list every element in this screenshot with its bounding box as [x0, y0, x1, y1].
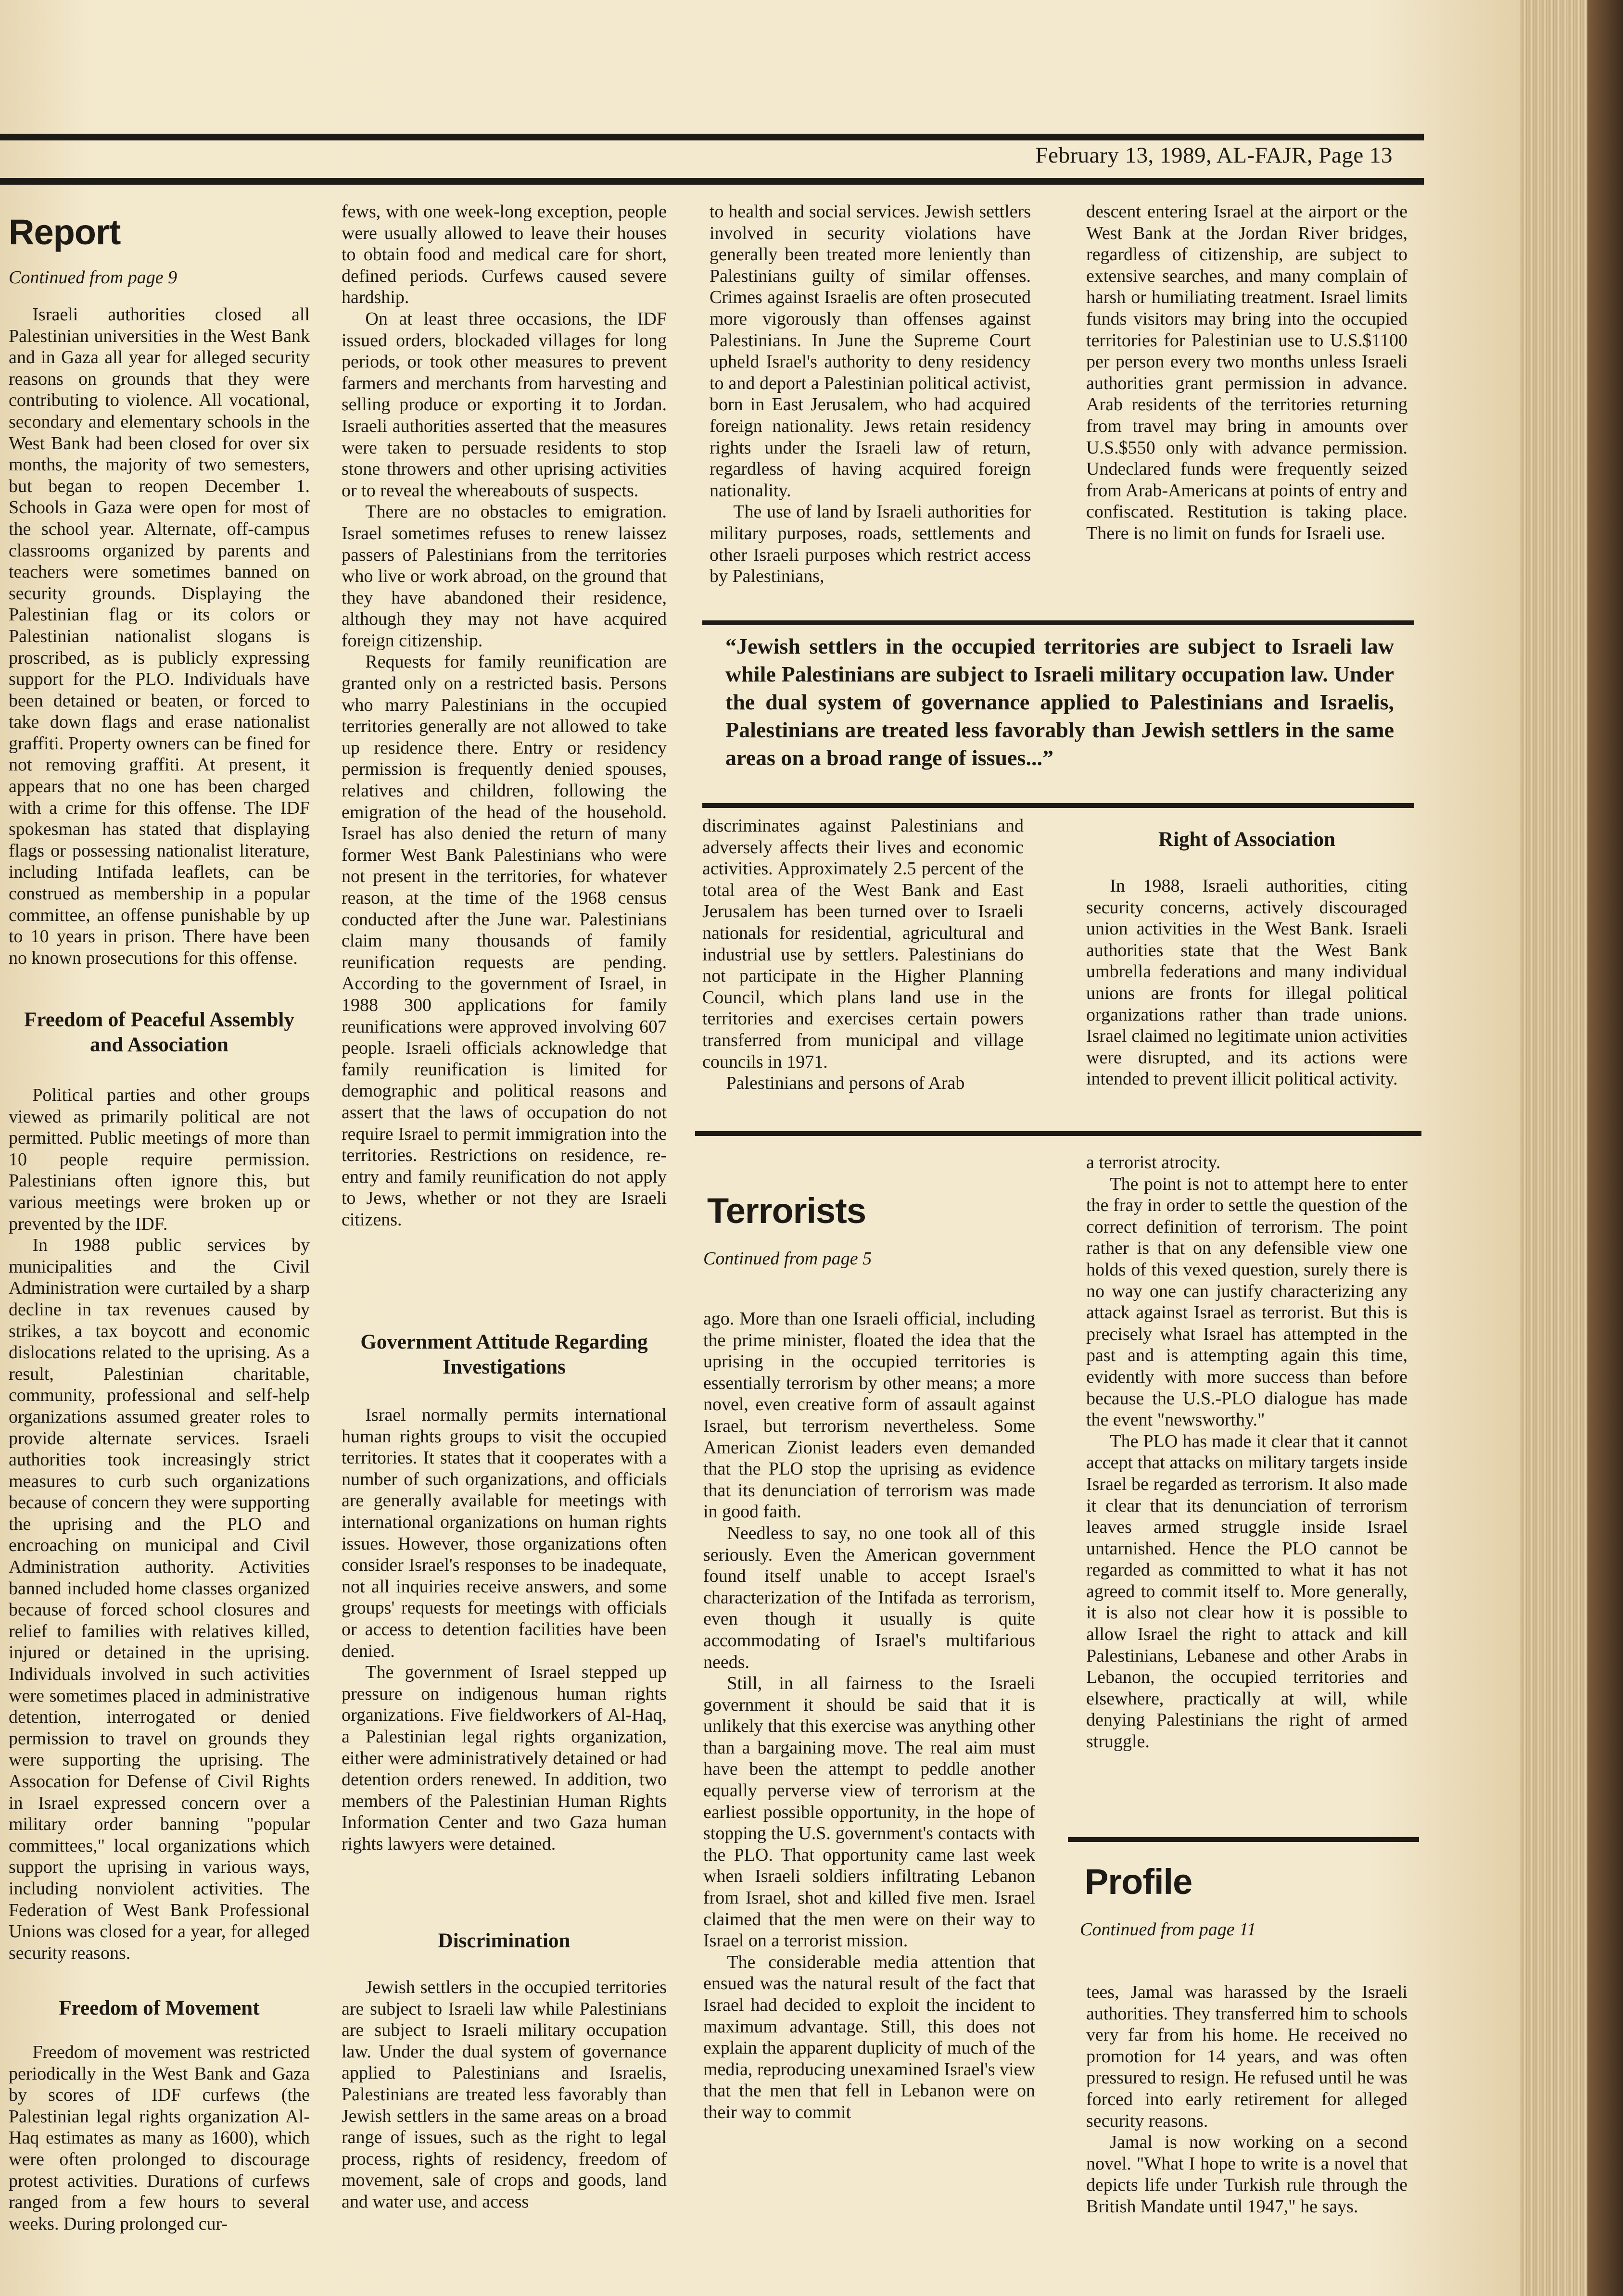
pull-quote-top-rule: [702, 620, 1414, 625]
section-rule: [695, 1131, 1421, 1136]
report-col1-assembly-text: [9, 1085, 310, 1965]
paragraph: In 1988, Israeli authorities, citing security concerns, actively discouraged union activities in the West Bank. Israeli authorities state that the West Bank umbrella federations and many individual unions are fronts for illegal political organizations rather than trade unions. Israel claimed no legitimate union activities were disrupted, and its actions were intended to prevent illicit political activity.: [1086, 876, 1407, 1089]
paragraph: There are no obstacles to emigration. Israel sometimes refuses to renew laissez passers of Palestinians from the territories who live or work abroad, on the ground that they have abandoned their residence, although they may not have acquired foreign citizenship.: [342, 502, 667, 651]
profile-col4-text: [1086, 1981, 1407, 2284]
terrorists-col4-text: [1086, 1152, 1407, 1813]
terrorists-continued: Continued from page 5: [703, 1249, 872, 1269]
report-col3-mid-text: [702, 815, 1024, 1121]
paragraph: Israeli authorities closed all Palestinian universities in the West Bank and in Gaza all year for alleged security reasons on grounds that they were contributing to violence. All vocational, secondary and elementary schools in the West Bank had been closed for over six months, the majority of two semesters, but began to reopen December 1. Schools in Gaza were open for most of the school year. Alternate, off-campus classrooms organized by parents and teachers were sometimes banned on security grounds. Displaying the Palestinian flag or its colors or Palestinian nationalist slogans is proscribed, as is publicly expressing support for the PLO. Individuals have been detained or beaten, or forced to take down flags and erase nationalist graffiti. Property owners can be fined for not removing graffiti. At present, it appears that no one has been charged with a crime for this offense. The IDF spokesman has stated that displaying flags or possessing nationalist literature, including Intifada leaflets, can be construed as membership in a popular committee, an offense punishable by up to 10 years in prison. There have been no known prosecutions for this offense.: [9, 304, 310, 968]
paragraph: The point is not to attempt here to enter the fray in order to settle the question of the correct definition of terrorism. The point rather is that on any defensible view one holds of this vexed question, surely there is no way one can justify characterizing any attack against Israel as terrorist. But this is precisely what Israel has attempted in the past and is attempting again this time, evidently with more success than before because the U.S.-PLO dialogue has made the event "newsworthy.": [1086, 1173, 1407, 1430]
report-kicker: Report: [9, 212, 121, 252]
paragraph: ago. More than one Israeli official, including the prime minister, floated the idea that the uprising in the occupied territories is essentially terrorism by other means; a more novel, even creative form of assault against Israel, but terrorism nevertheless. Some American Zionist leaders even demanded that the PLO stop the uprising as evidence that its denunciation of terrorism was made in good faith.: [703, 1309, 1035, 1522]
report-col1-movement-text: [9, 2042, 310, 2282]
pull-quote: “Jewish settlers in the occupied territories are subject to Israeli law while Palestinians are subject to Israeli military occupation law. Under the dual system of governance applied to Palestinians and Israelis, Palestinians are treated less favorably than Jewish settlers in the same areas on a broad range of issues...”: [725, 634, 1394, 770]
report-col2-investigations-text: [342, 1404, 667, 1909]
subhead-assembly: Freedom of Peaceful Assembly and Association: [24, 1009, 294, 1056]
pull-quote-bottom-rule: [702, 803, 1414, 808]
paragraph: Palestinians and persons of Arab: [726, 1073, 965, 1094]
paragraph: Freedom of movement was restricted periodically in the West Bank and Gaza by scores of IDF curfews (the Palestinian legal rights organization Al-Haq estimates as many as 1600), which were often prolonged to discourage protest activities. Durations of curfews ranged from a few hours to several weeks. During prolonged cur-: [9, 2042, 310, 2234]
paragraph: Political parties and other groups viewed as primarily political are not permitted. Public meetings of more than 10 people require permission. Palestinians often ignore this, but various meetings were broken up or prevented by the IDF.: [9, 1085, 310, 1234]
paragraph: The government of Israel stepped up pressure on indigenous human rights organizations. Five fieldworkers of Al-Haq, a Palestinian legal rights organization, either were administratively detained or had detention orders renewed. In addition, two members of the Palestinian Human Rights Information Center and two Gaza human rights lawyers were detained.: [342, 1662, 667, 1854]
paragraph: descent entering Israel at the airport or the West Bank at the Jordan River bridges, regardless of citizenship, are subject to extensive searches, and many complain of harsh or humiliating treatment. Israel limits funds visitors may bring into the occupied territories for Palestinian use to U.S.$1100 per person every two months unless Israeli authorities grant permission in advance. Arab residents of the territories returning from travel may bring in amounts over U.S.$550 only with advance permission. Undeclared funds were frequently seized from Arab-Americans at points of entry and confiscated. Restitution is taking place. There is no limit on funds for Israeli use.: [1086, 202, 1407, 543]
report-col4-top-text: [1086, 201, 1407, 607]
paragraph: The considerable media attention that ensued was the natural result of the fact that Israel had decided to exploit the incident to maximum advantage. Still, this does not explain the apparent duplicity of much of the media, reproducing unexamined Israel's view that the men that fell in Lebanon were on their way to commit: [703, 1952, 1035, 2122]
report-col1-text: [9, 304, 310, 997]
paragraph: fews, with one week-long exception, people were usually allowed to leave their houses to obtain food and medical care for short, defined periods. Curfews caused severe hardship.: [342, 202, 667, 308]
profile-kicker: Profile: [1085, 1862, 1192, 1902]
paragraph: a terrorist atrocity.: [1086, 1152, 1221, 1173]
report-col3-top-text: [710, 201, 1031, 607]
profile-continued: Continued from page 11: [1080, 1919, 1256, 1940]
binding-spine: [1587, 0, 1623, 2296]
paragraph: Jamal is now working on a second novel. "What I hope to write is a novel that depicts life under Turkish rule through the British Mandate until 1947," he says.: [1086, 2132, 1407, 2217]
paragraph: Still, in all fairness to the Israeli government it should be said that it is unlikely that this exercise was anything other than a bargaining move. The real aim must have been the attempt to peddle another equally perverse view of terrorism at the earliest possible opportunity, in the hope of stopping the U.S. government's contacts with the PLO. That opportunity came last week when Israeli soldiers infiltrating Lebanon from Israel, shot and killed five men. Israel claimed that the men were on their way to Israel on a terrorist mission.: [703, 1673, 1035, 1951]
terrorists-kicker: Terrorists: [707, 1191, 866, 1231]
header-rule: [0, 178, 1424, 185]
dateline: February 13, 1989, AL-FAJR, Page 13: [1035, 143, 1393, 168]
subhead-investigations: Government Attitude Regarding Investigations: [360, 1331, 648, 1378]
report-continued: Continued from page 9: [9, 267, 178, 288]
paragraph: The use of land by Israeli authorities for military purposes, roads, settlements and other Israeli purposes which restrict access by Palestinians,: [710, 502, 1031, 587]
subhead-right-of-association: Right of Association: [1158, 828, 1335, 851]
paragraph: Requests for family reunification are granted only on a restricted basis. Persons who marry Palestinians in the occupied territories generally are not allowed to take up residence there. Entry or residency permission is frequently denied spouses, relatives and children, following the emigration of the head of the household. Israel has also denied the return of many former West Bank Palestinians who were not present in the territories, for whatever reason, at the time of the 1968 census conducted after the June war. Palestinians claim many thousands of family reunification requests are pending. According to the government of Israel, in 1988 300 applications for family reunifications were approved involving 607 people. Israeli officials acknowledge that family reunification is limited for demographic and political reasons and assert that the laws of occupation do not require Israel to permit immigration into the territories. Restrictions on residence, re-entry and family reunification do not apply to Jews, whether or not they are Israeli citizens.: [342, 652, 667, 1230]
paragraph: tees, Jamal was harassed by the Israeli authorities. They transferred him to schools very far from his home. He received no promotion for 14 years, and was often pressured to resign. He refused until he was forced into early retirement for alleged security reasons.: [1086, 1982, 1407, 2131]
paragraph: discriminates against Palestinians and adversely affects their lives and economic activities. Approximately 2.5 percent of the total area of the West Bank and East Jerusalem has been turned over to Israeli nationals for residential, agricultural and industrial use by settlers. Palestinians do not participate in the Higher Planning Council, which plans land use in the territories and exercises certain powers transferred from municipal and village councils in 1971.: [702, 816, 1024, 1072]
paragraph: The PLO has made it clear that it cannot accept that attacks on military targets inside Israel be regarded as terrorism. It also made it clear that its denunciation of terrorism leaves armed struggle inside Israel untarnished. Hence the PLO cannot be regarded as committed to what it has not agreed to commit itself to. More generally, it is also not clear how it is possible to allow Israel the right to attack and kill Palestinians, Lebanese and other Arabs in Lebanon, the occupied territories and elsewhere, practically at will, while denying Palestinians the right of armed struggle.: [1086, 1431, 1407, 1752]
terrorists-col3-text: [703, 1308, 1035, 2284]
paragraph: In 1988 public services by municipalities and the Civil Administration were curtailed by a sharp decline in tax revenues caused by strikes, a tax boycott and economic dislocations related to the uprising. As a result, Palestinian charitable, community, professional and self-help organizations assumed greater roles to provide alternate services. Israeli authorities took increasingly strict measures to curb such organizations because of concern they were supporting the uprising and the PLO and encroaching on municipal and Civil Administration authority. Activities banned included home classes organized because of forced school closures and relief to families with relatives killed, injured or detained in the uprising. Individuals involved in such activities were sometimes placed in administrative detention, interrogated or denied permission to travel on grounds they were supporting the uprising. The Assocation for Defense of Civil Rights in Israel expressed concern over a military order banning "popular committees," local organizations which support the uprising in various ways, including nonviolent activities. The Federation of West Bank Professional Unions was closed for a year, for alleged security reasons.: [9, 1235, 310, 1963]
masthead-rule: [0, 134, 1424, 140]
paragraph: Jewish settlers in the occupied territories are subject to Israeli law while Palestinians are subject to Israeli military occupation law. Under the dual system of governance applied to Palestinians and Israelis, Palestinians are treated less favorably than Jewish settlers in the same areas on a broad range of issues, such as the right to legal process, rights of residency, freedom of movement, sale of crops and goods, land and water use, and access: [342, 1977, 667, 2212]
paragraph: Needless to say, no one took all of this seriously. Even the American government found itself unable to accept Israel's characterization of the Intifada as terrorism, even though it usually is quite accommodating of Israel's multifarious needs.: [703, 1523, 1035, 1672]
report-col2-discrimination-text: [342, 1977, 667, 2284]
paragraph: to health and social services. Jewish settlers involved in security violations have generally been treated more leniently than Palestinians guilty of similar offenses. Crimes against Israelis are often prosecuted more vigorously than offenses against Palestinians. In June the Supreme Court upheld Israel's authority to deny residency to and deport a Palestinian political activist, born in East Jerusalem, who had acquired foreign nationality. Jews retain residency rights under the Israeli law of return, regardless of having acquired foreign nationality.: [710, 202, 1031, 501]
subhead-discrimination: Discrimination: [438, 1930, 571, 1952]
profile-rule: [1068, 1837, 1419, 1842]
paragraph: On at least three occasions, the IDF issued orders, blockaded villages for long periods, or took other measures to prevent farmers and merchants from harvesting and selling produce or exporting it to Jordan. Israeli authorities asserted that the measures were taken to persuade residents to stop stone throwers and other uprising activities or to reveal the whereabouts of suspects.: [342, 308, 667, 501]
report-col2-text: [342, 201, 667, 1317]
paragraph: Israel normally permits international human rights groups to visit the occupied territories. It states that it cooperates with a number of such organizations, and officials are generally available for meetings with international organizations on human rights issues. However, those organizations often consider Israel's responses to be inadequate, not all inquiries receive answers, and some groups' requests for meetings with officials or access to detention facilities have been denied.: [342, 1405, 667, 1661]
subhead-movement: Freedom of Movement: [59, 1997, 260, 2019]
report-col4-mid-text: [1086, 875, 1407, 1121]
